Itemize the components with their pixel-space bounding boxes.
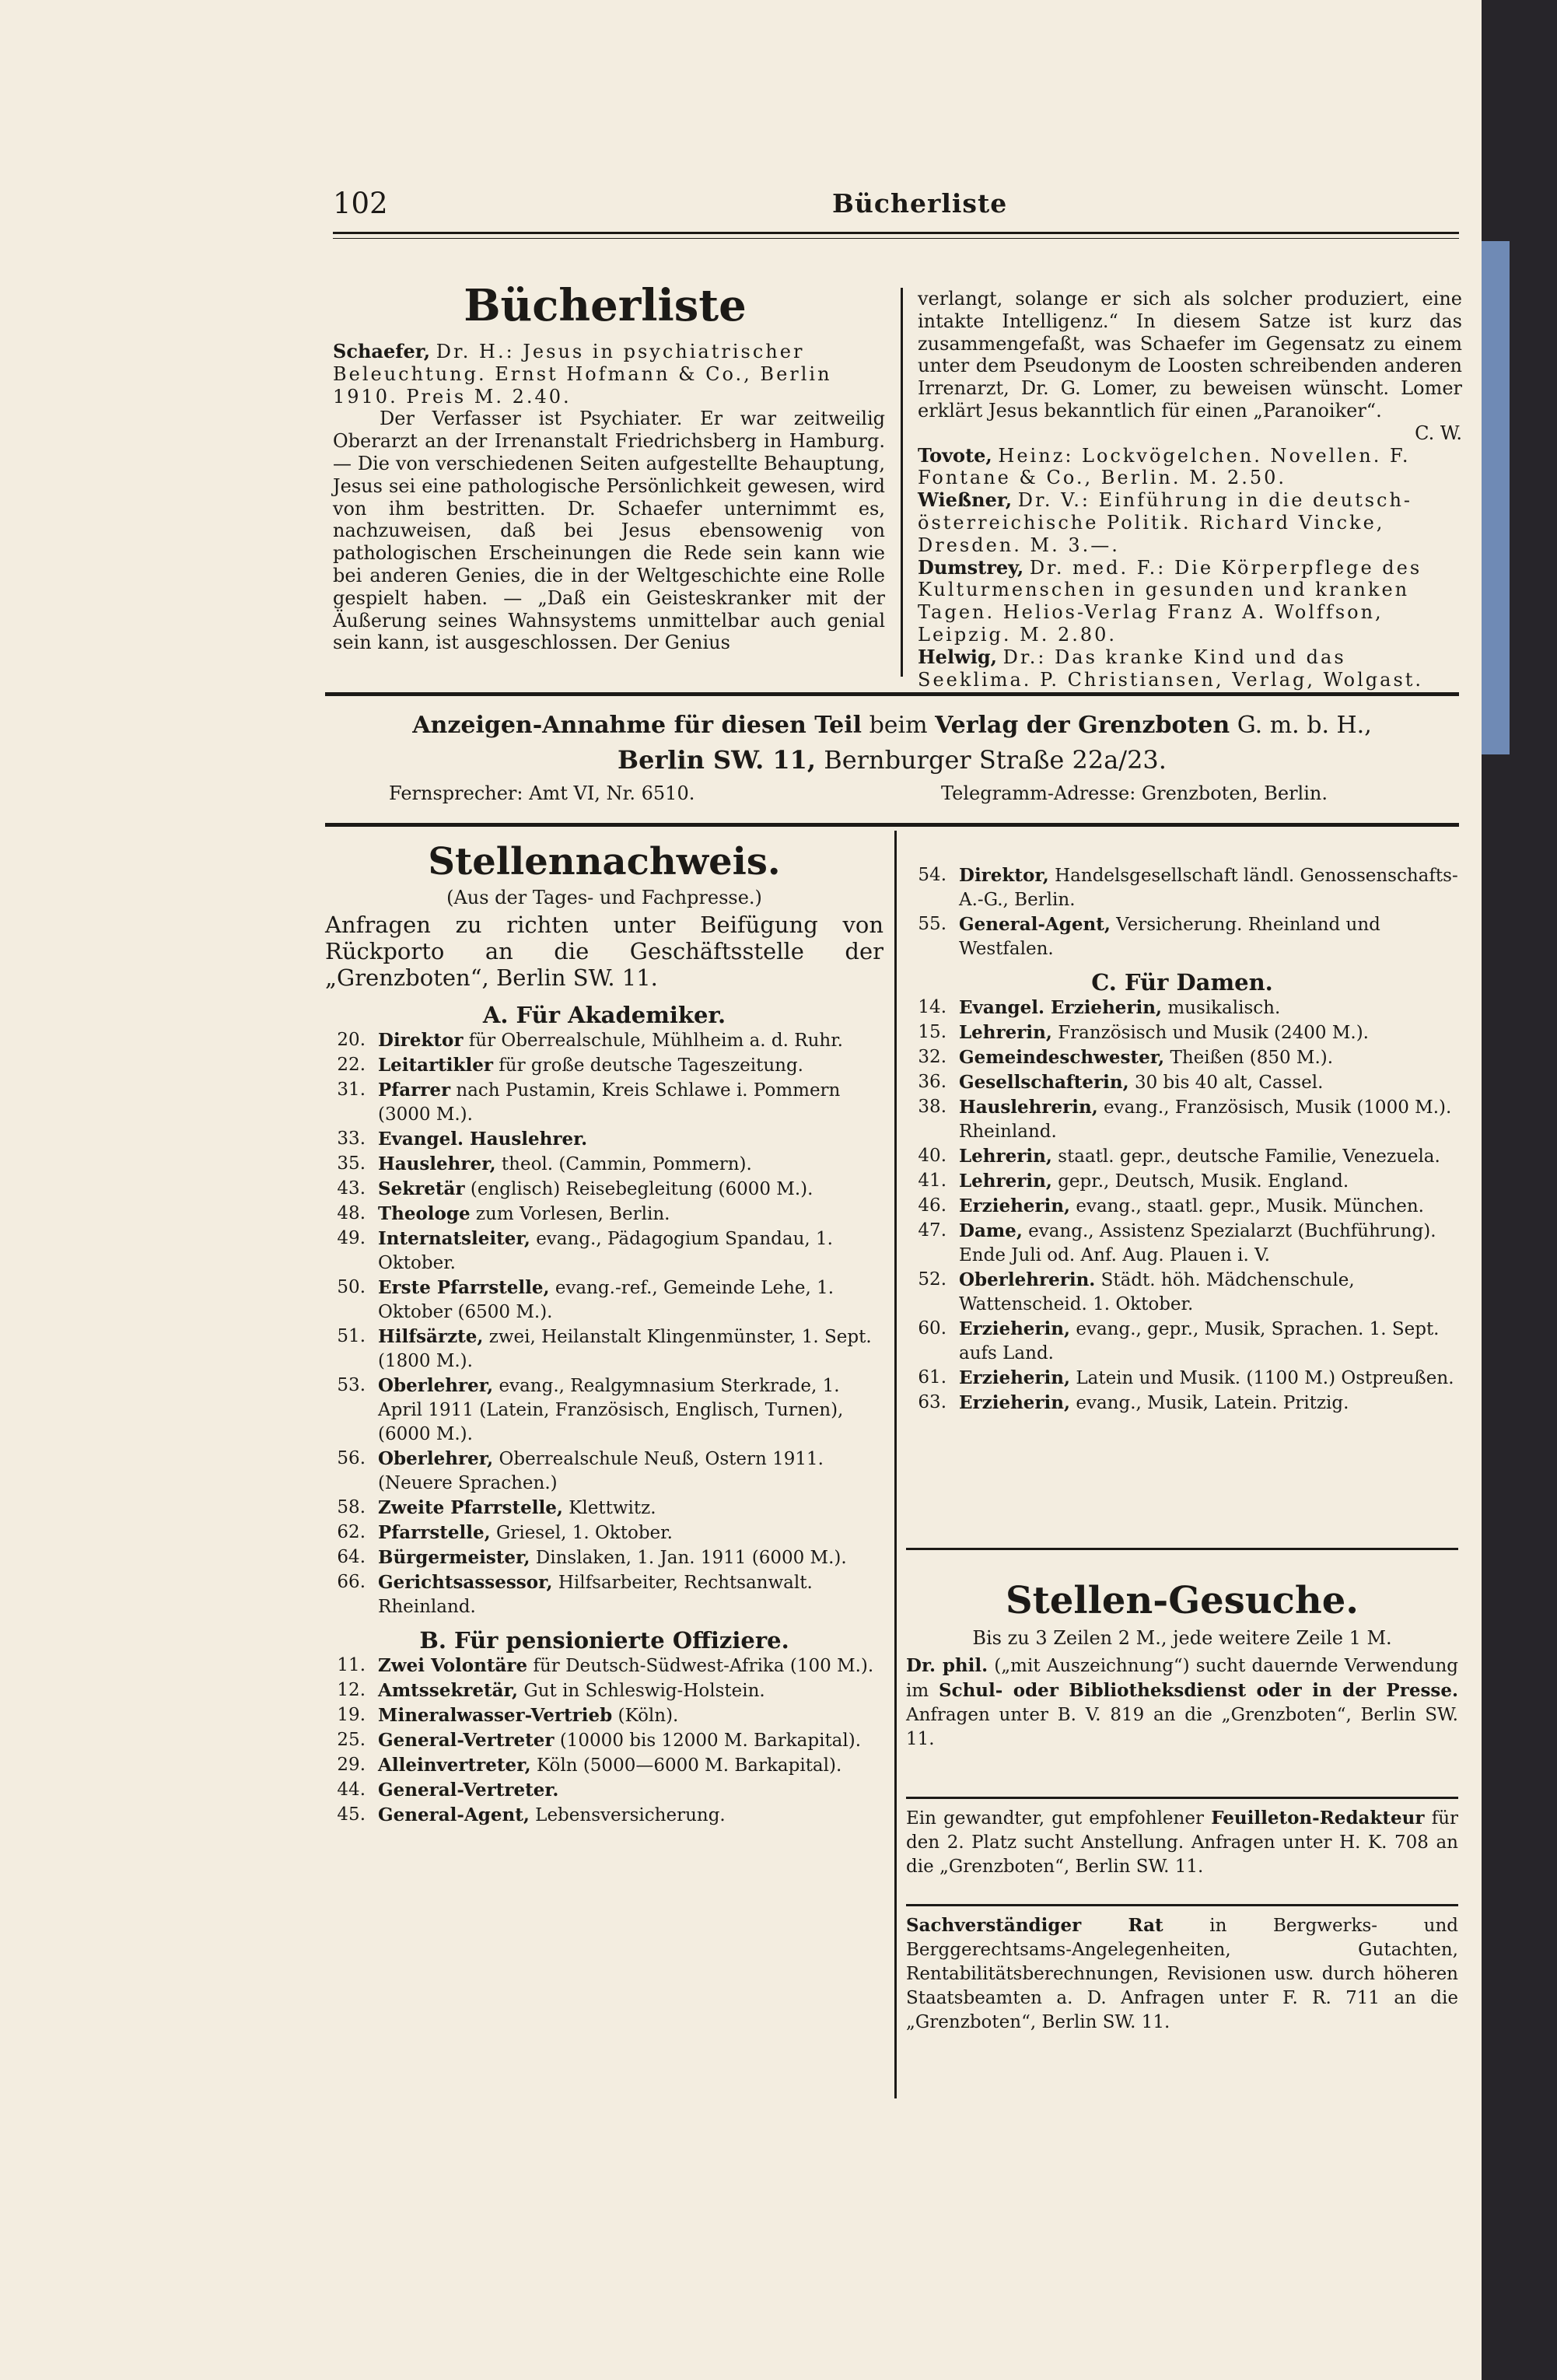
- listing-text: Mineralwasser-Vertrieb (Köln).: [378, 1705, 679, 1726]
- listing-number: 66.: [337, 1572, 366, 1592]
- column-divider: [901, 288, 903, 677]
- listing-item: [906, 1268, 1458, 1317]
- header-rule-thin: [333, 238, 1459, 239]
- listing-number: 31.: [337, 1080, 366, 1100]
- gesuche-rule: [906, 1797, 1458, 1799]
- gesuche-title: Stellen-Gesuche.: [1005, 1579, 1359, 1622]
- listing-number: 12.: [337, 1680, 366, 1700]
- listing-number: 43.: [337, 1178, 366, 1199]
- listing-number: 49.: [337, 1228, 366, 1248]
- buecherliste-right-column: [918, 288, 1462, 691]
- section-b-list: [325, 1654, 883, 1828]
- listing-text: Direktor für Oberrealschule, Mühlheim a. d. Ruhr.: [378, 1030, 843, 1051]
- listing-text: Erzieherin, evang., staatl. gepr., Musik. München.: [959, 1195, 1424, 1216]
- book-entry: Schaefer, Dr. H.: Jesus in psychiatrischer Beleuchtung. Ernst Hofmann & Co., Berlin 1910. Preis M. 2.40.: [333, 340, 832, 408]
- listing-number: 55.: [918, 914, 946, 934]
- listing-text: General-Vertreter.: [378, 1780, 559, 1801]
- listing-text: Gerichtsassessor, Hilfsarbeiter, Rechtsanwalt. Rheinland.: [378, 1572, 813, 1617]
- header-rule: [333, 232, 1459, 234]
- listing-text: Erste Pfarrstelle, evang.-ref., Gemeinde Lehe, 1. Oktober (6500 M.).: [378, 1277, 834, 1322]
- listing-item: [906, 1045, 1458, 1070]
- listing-number: 64.: [337, 1547, 366, 1567]
- stellennachweis-subtitle: (Aus der Tages- und Fachpresse.): [446, 887, 762, 908]
- listing-text: Zwei Volontäre für Deutsch-Südwest-Afrika (100 M.).: [378, 1655, 874, 1676]
- stellen-gesuche: [906, 1579, 1458, 1752]
- listing-item: [906, 863, 1458, 912]
- book-review-continued: verlangt, solange er sich als solcher produziert, eine intakte Intelligenz.“ In diesem Satze ist kurz das zusammengefaßt, was Schaefer im Gegensatz zu einem unter dem Pseudonym de Loosten schreibenden anderen Irrenarzt, Dr. G. Lomer, zu beweisen wünscht. Lomer erklärt Jesus bekanntlich für einen „Paranoiker“.: [918, 288, 1462, 422]
- listing-text: Oberlehrer, Oberrealschule Neuß, Ostern 1911. (Neuere Sprachen.): [378, 1448, 824, 1493]
- listing-number: 33.: [337, 1129, 366, 1149]
- listing-text: Evangel. Hauslehrer.: [378, 1129, 588, 1150]
- listing-text: Oberlehrerin. Städt. höh. Mädchenschule, Wattenscheid. 1. Oktober.: [959, 1269, 1355, 1314]
- listing-item: [325, 1028, 883, 1053]
- listing-item: [906, 1194, 1458, 1219]
- listing-item: [325, 1778, 883, 1803]
- listing-text: Oberlehrer, evang., Realgymnasium Sterkrade, 1. April 1911 (Latein, Französisch, Englisch, Turnen), (6000 M.).: [378, 1375, 844, 1444]
- listing-text: Hauslehrer, theol. (Cammin, Pommern).: [378, 1153, 752, 1174]
- gesuche-ad: Ein gewandter, gut empfohlener Feuilleton-Redakteur für den 2. Platz sucht Anstellung. Anfragen unter H. K. 708 an die „Grenzboten“, Berlin SW. 11.: [906, 1808, 1459, 1877]
- listing-item: [325, 1177, 883, 1202]
- listing-item: [325, 1753, 883, 1778]
- listing-item: [325, 1496, 883, 1521]
- stellennachweis-right: [906, 863, 1458, 1416]
- book-entry: Helwig, Dr.: Das kranke Kind und das Seeklima. P. Christiansen, Verlag, Wolgast.: [918, 645, 1424, 691]
- section-c-heading: C. Für Damen.: [1091, 969, 1273, 996]
- section-c-list: [906, 996, 1458, 1416]
- listing-number: 32.: [918, 1047, 946, 1067]
- listing-number: 22.: [337, 1055, 366, 1075]
- listing-item: [325, 1053, 883, 1078]
- listing-number: 54.: [918, 865, 946, 885]
- listing-text: Erzieherin, evang., Musik, Latein. Pritzig.: [959, 1392, 1349, 1413]
- listing-number: 53.: [337, 1375, 366, 1395]
- buecherliste-left-column: [333, 341, 885, 654]
- listing-number: 15.: [918, 1022, 946, 1042]
- book-entry: Tovote, Heinz: Lockvögelchen. Novellen. F. Fontane & Co., Berlin. M. 2.50.: [918, 443, 1411, 489]
- listing-text: Erzieherin, Latein und Musik. (1100 M.) Ostpreußen.: [959, 1367, 1454, 1388]
- listing-item: [325, 1654, 883, 1678]
- listing-item: [906, 1144, 1458, 1169]
- listing-item: [325, 1374, 883, 1447]
- anzeigen-line1: Anzeigen-Annahme für diesen Teil beim Verlag der Grenzboten G. m. b. H.,: [412, 712, 1372, 739]
- section-a-heading: A. Für Akademiker.: [482, 1002, 726, 1028]
- listing-number: 52.: [918, 1269, 946, 1290]
- book-review: Der Verfasser ist Psychiater. Er war zeitweilig Oberarzt an der Irrenanstalt Friedrichsberg in Hamburg. — Die von verschiedenen Seiten aufgestellte Behauptung, Jesus sei eine pathologische Persönlichkeit gewesen, wird von ihm bestritten. Dr. Schaefer unternimmt es, nachzuweisen, daß bei Jesus ebensowenig von pathologischen Erscheinungen die Rede sein kann wie bei anderen Genies, die in der Weltgeschichte eine Rolle gespielt haben. — „Daß ein Geisteskranker mit der Äußerung seines Wahnsystems unmittelbar auch genial sein kann, ist ausgeschlossen. Der Genius: [333, 408, 885, 654]
- listing-text: Dame, evang., Assistenz Spezialarzt (Buchführung). Ende Juli od. Anf. Aug. Plauen i. V.: [959, 1220, 1436, 1265]
- listing-item: [906, 996, 1458, 1020]
- book-entry: Dumstrey, Dr. med. F.: Die Körperpflege des Kulturmenschen in gesunden und kranken Tagen. Helios-Verlag Franz A. Wolffson, Leipzig. M. 2.80.: [918, 555, 1422, 646]
- listing-number: 35.: [337, 1153, 366, 1174]
- listing-item: [906, 1169, 1458, 1194]
- listing-text: Evangel. Erzieherin, musikalisch.: [959, 997, 1281, 1018]
- listing-text: Internatsleiter, evang., Pädagogium Spandau, 1. Oktober.: [378, 1228, 833, 1273]
- listing-item: [325, 1545, 883, 1570]
- right-continued-list: [906, 863, 1458, 961]
- listing-item: [325, 1325, 883, 1374]
- gesuche-rule: [906, 1548, 1458, 1550]
- listing-number: 14.: [918, 997, 946, 1017]
- listing-number: 44.: [337, 1780, 366, 1800]
- listing-text: Gesellschafterin, 30 bis 40 alt, Cassel.: [959, 1072, 1324, 1093]
- listing-number: 48.: [337, 1203, 366, 1223]
- anzeigen-phone: Fernsprecher: Amt VI, Nr. 6510.: [389, 782, 695, 804]
- listing-text: Lehrerin, gepr., Deutsch, Musik. England.: [959, 1171, 1349, 1192]
- listing-item: [325, 1703, 883, 1728]
- listing-item: [325, 1078, 883, 1127]
- listing-number: 40.: [918, 1146, 946, 1166]
- listing-text: Direktor, Handelsgesellschaft ländl. Genossenschafts-A.-G., Berlin.: [959, 865, 1458, 910]
- listing-number: 60.: [918, 1318, 946, 1339]
- listing-item: [325, 1570, 883, 1619]
- listing-item: [906, 912, 1458, 961]
- listing-text: Hilfsärzte, zwei, Heilanstalt Klingenmünster, 1. Sept. (1800 M.).: [378, 1326, 872, 1371]
- listing-number: 50.: [337, 1277, 366, 1297]
- listing-text: Amtssekretär, Gut in Schleswig-Holstein.: [378, 1680, 765, 1701]
- column-divider: [894, 831, 897, 2098]
- listing-number: 47.: [918, 1220, 946, 1241]
- section-rule: [325, 692, 1459, 696]
- book-entry: Wießner, Dr. V.: Einführung in die deutsch-österreichische Politik. Richard Vincke, Dresden. M. 3.—.: [918, 488, 1413, 556]
- stellennachweis-left: [325, 840, 883, 1828]
- listing-number: 25.: [337, 1730, 366, 1750]
- section-a-list: [325, 1028, 883, 1619]
- listing-text: Theologe zum Vorlesen, Berlin.: [378, 1203, 670, 1224]
- gesuche-price: Bis zu 3 Zeilen 2 M., jede weitere Zeile 1 M.: [972, 1627, 1392, 1649]
- stellennachweis-title: Stellennachweis.: [428, 840, 781, 884]
- scan-tab: [1482, 241, 1510, 754]
- listing-item: [906, 1219, 1458, 1268]
- listing-text: Lehrerin, staatl. gepr., deutsche Familie, Venezuela.: [959, 1146, 1440, 1167]
- listing-text: General-Vertreter (10000 bis 12000 M. Barkapital).: [378, 1730, 862, 1751]
- listing-text: General-Agent, Versicherung. Rheinland und Westfalen.: [959, 914, 1380, 959]
- gesuche-ad: Sachverständiger Rat in Bergwerks- und Berggerechtsams-Angelegenheiten, Gutachten, Rentabilitätsberechnungen, Revisionen usw. durch höheren Staatsbeamten a. D. Anfragen unter F. R. 711 an die „Grenzboten“, Berlin SW. 11.: [906, 1915, 1458, 2032]
- listing-number: 38.: [918, 1097, 946, 1117]
- stellennachweis-intro: Anfragen zu richten unter Beifügung von Rückporto an die Geschäftsstelle der „Grenzboten“, Berlin SW. 11.: [325, 912, 883, 991]
- listing-text: Gemeindeschwester, Theißen (850 M.).: [959, 1047, 1334, 1068]
- listing-text: Erzieherin, evang., gepr., Musik, Sprachen. 1. Sept. aufs Land.: [959, 1318, 1440, 1363]
- listing-item: [325, 1447, 883, 1496]
- section-rule: [325, 823, 1459, 827]
- listing-number: 20.: [337, 1030, 366, 1050]
- anzeigen-line2: Berlin SW. 11, Bernburger Straße 22a/23.: [618, 745, 1167, 775]
- listing-number: 36.: [918, 1072, 946, 1092]
- listing-text: Lehrerin, Französisch und Musik (2400 M.).: [959, 1022, 1369, 1043]
- listing-text: Pfarrstelle, Griesel, 1. Oktober.: [378, 1522, 673, 1543]
- listing-text: Sekretär (englisch) Reisebegleitung (6000 M.).: [378, 1178, 813, 1199]
- listing-item: [906, 1391, 1458, 1416]
- listing-item: [325, 1127, 883, 1152]
- listing-item: [325, 1276, 883, 1325]
- listing-number: 41.: [918, 1171, 946, 1191]
- listing-text: Zweite Pfarrstelle, Klettwitz.: [378, 1497, 656, 1518]
- buecherliste-title: Bücherliste: [464, 280, 747, 331]
- listing-text: Pfarrer nach Pustamin, Kreis Schlawe i. Pommern (3000 M.).: [378, 1080, 841, 1125]
- listing-number: 62.: [337, 1522, 366, 1542]
- listing-item: [906, 1095, 1458, 1144]
- listing-item: [325, 1728, 883, 1753]
- gesuche-ad: Dr. phil. („mit Auszeichnung“) sucht dauernde Verwendung im Schul- oder Bibliotheksdienst oder in der Presse. Anfragen unter B. V. 819 an die „Grenzboten“, Berlin SW. 11.: [906, 1655, 1459, 1749]
- listing-number: 51.: [337, 1326, 366, 1346]
- listing-item: [325, 1803, 883, 1828]
- listing-number: 11.: [337, 1655, 366, 1675]
- page-number: 102: [333, 187, 388, 220]
- listing-text: Leitartikler für große deutsche Tageszeitung.: [378, 1055, 803, 1076]
- listing-text: Hauslehrerin, evang., Französisch, Musik (1000 M.). Rheinland.: [959, 1097, 1452, 1142]
- listing-item: [906, 1070, 1458, 1095]
- listing-number: 46.: [918, 1195, 946, 1216]
- listing-item: [325, 1152, 883, 1177]
- gesuche-rule: [906, 1904, 1458, 1906]
- listing-item: [906, 1317, 1458, 1366]
- listing-number: 63.: [918, 1392, 946, 1412]
- running-title: Bücherliste: [832, 188, 1008, 219]
- listing-item: [325, 1227, 883, 1276]
- listing-item: [325, 1521, 883, 1545]
- listing-text: Alleinvertreter, Köln (5000—6000 M. Barkapital).: [378, 1755, 842, 1776]
- listing-text: General-Agent, Lebensversicherung.: [378, 1804, 726, 1825]
- listing-item: [325, 1678, 883, 1703]
- listing-number: 56.: [337, 1448, 366, 1468]
- listing-item: [906, 1020, 1458, 1045]
- listing-number: 61.: [918, 1367, 946, 1388]
- review-signature: C. W.: [1415, 422, 1462, 444]
- listing-item: [906, 1366, 1458, 1391]
- listing-number: 58.: [337, 1497, 366, 1517]
- section-b-heading: B. Für pensionierte Offiziere.: [419, 1627, 789, 1654]
- listing-number: 45.: [337, 1804, 366, 1825]
- listing-item: [325, 1202, 883, 1227]
- listing-number: 29.: [337, 1755, 366, 1775]
- listing-number: 19.: [337, 1705, 366, 1725]
- listing-text: Bürgermeister, Dinslaken, 1. Jan. 1911 (6000 M.).: [378, 1547, 847, 1568]
- anzeigen-telegram: Telegramm-Adresse: Grenzboten, Berlin.: [941, 782, 1328, 804]
